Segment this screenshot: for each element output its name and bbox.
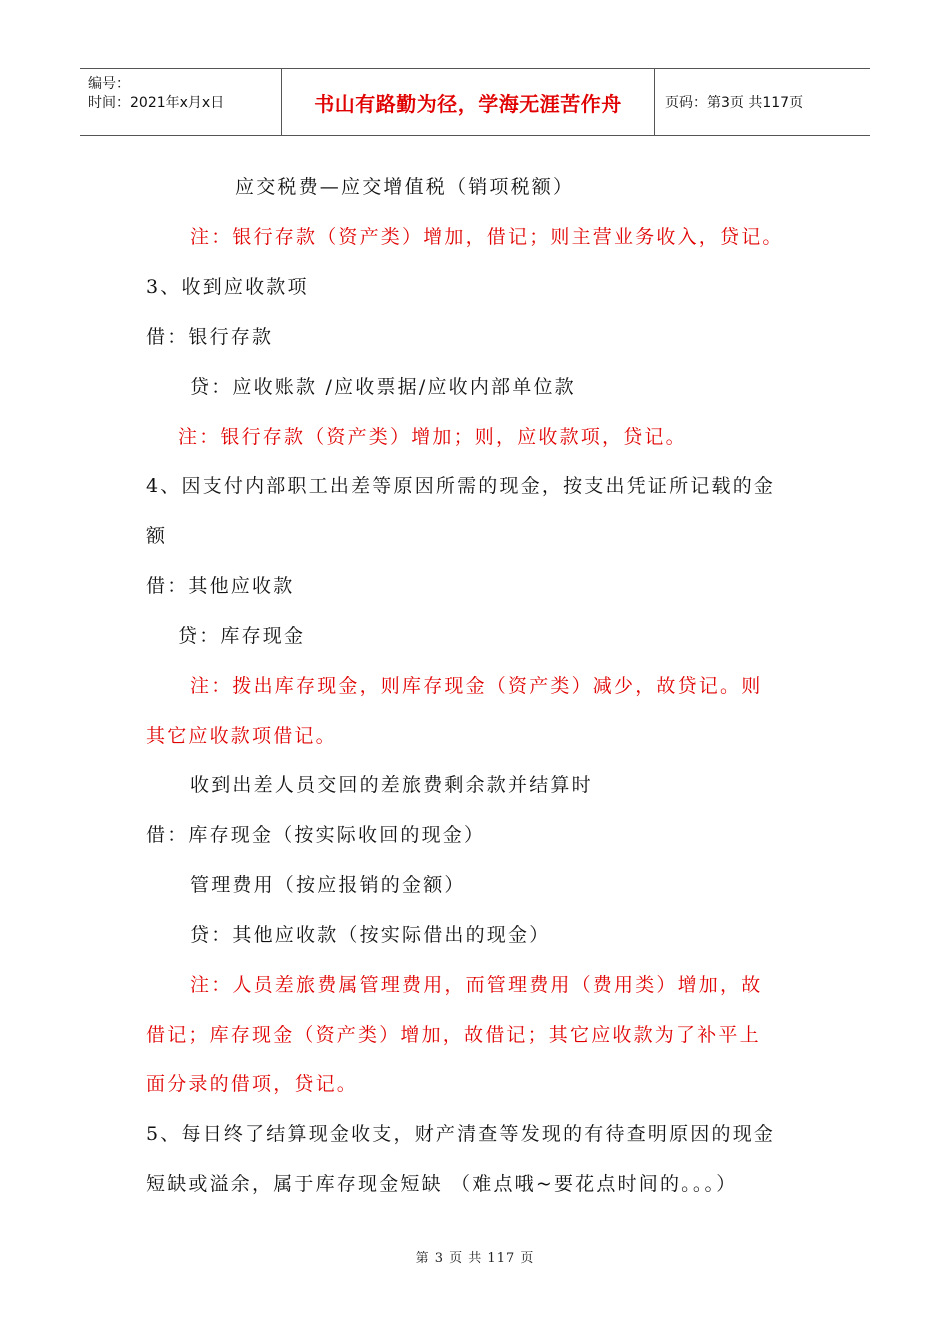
text-line: 收到出差人员交回的差旅费剩余款并结算时 <box>190 774 593 796</box>
note-line: 借记；库存现金（资产类）增加，故借记；其它应收款为了补平上 <box>146 1024 761 1046</box>
section-heading: 5、每日终了结算现金收支，财产清查等发现的有待查明原因的现金 <box>146 1123 776 1145</box>
debit-line: 管理费用（按应报销的金额） <box>190 874 466 896</box>
credit-line: 贷：其他应收款（按实际借出的现金） <box>190 924 551 946</box>
note-line: 注：银行存款（资产类）增加，借记；则主营业务收入，贷记。 <box>190 226 784 248</box>
note-line: 注：银行存款（资产类）增加；则，应收款项，贷记。 <box>178 426 687 448</box>
page-header <box>80 68 870 136</box>
section-heading: 4、因支付内部职工出差等原因所需的现金，按支出凭证所记载的金 <box>146 475 776 497</box>
note-line: 注：拨出库存现金，则库存现金（资产类）减少，故贷记。则 <box>190 675 763 697</box>
header-motto: 书山有路勤为径，学海无涯苦作舟 <box>282 69 655 135</box>
credit-line: 贷：库存现金 <box>178 625 306 647</box>
page-footer: 第 3 页 共 117 页 <box>415 1251 535 1266</box>
note-line: 面分录的借项，贷记。 <box>146 1073 359 1095</box>
debit-line: 借：库存现金（按实际收回的现金） <box>146 824 486 846</box>
debit-line: 借：其他应收款 <box>146 575 295 597</box>
text-line: 短缺或溢余，属于库存现金短缺 （难点哦~要花点时间的。。。） <box>146 1173 738 1195</box>
text-line: 应交税费—应交增值税（销项税额） <box>235 176 575 198</box>
note-line: 其它应收款项借记。 <box>146 725 337 747</box>
time-label: 时间：2021年x月x日 <box>88 95 225 111</box>
header-meta <box>80 69 282 135</box>
text-line: 额 <box>146 525 168 547</box>
code-label: 编号： <box>88 76 130 92</box>
note-line: 注：人员差旅费属管理费用，而管理费用（费用类）增加，故 <box>190 974 763 996</box>
header-page-info: 页码：第3页 共117页 <box>665 95 804 111</box>
section-heading: 3、收到应收款项 <box>146 276 309 298</box>
debit-line: 借：银行存款 <box>146 326 274 348</box>
credit-line: 贷：应收账款 /应收票据/应收内部单位款 <box>190 376 576 398</box>
